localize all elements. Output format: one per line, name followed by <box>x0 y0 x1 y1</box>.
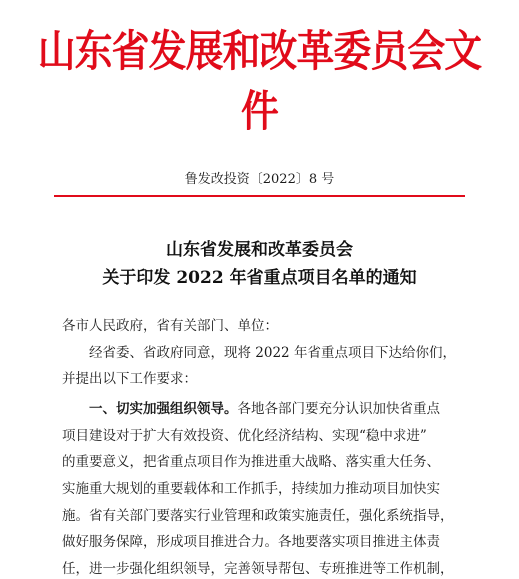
section-1-first-line <box>89 399 440 419</box>
notice-title-line2: 关于印发 2022 年省重点项目名单的通知 <box>102 268 417 288</box>
salutation: 各市人民政府，省有关部门、单位： <box>62 318 278 334</box>
section-1-heading: 一、切实加强组织领导。 <box>89 401 238 417</box>
paragraph-line: 做好服务保障，形成项目推进合力。各地要落实项目推进主体责 <box>62 534 440 550</box>
paragraph-line: 实施重大规划的重要载体和工作抓手，持续加力推动项目加快实 <box>62 481 440 497</box>
paragraph-line: 任，进一步强化组织领导，完善领导帮包、专班推进等工作机制， <box>62 561 454 577</box>
red-divider-line <box>54 195 465 197</box>
paragraph-line: 并提出以下工作要求： <box>62 371 197 387</box>
paragraph-line: 的重要意义，把省重点项目作为推进重大战略、落实重大任务、 <box>62 454 440 470</box>
document-number: 鲁发改投资〔2022〕8 号 <box>184 172 335 187</box>
notice-title-line1: 山东省发展和改革委员会 <box>166 240 353 260</box>
paragraph-line: 施。省有关部门要落实行业管理和政策实施责任，强化系统指导， <box>62 508 454 524</box>
paragraph-line: 经省委、省政府同意，现将 2022 年省重点项目下达给你们， <box>89 345 456 361</box>
masthead-title: 山东省发展和改革委员会文件 <box>37 27 482 137</box>
paragraph-line: 项目建设对于扩大有效投资、优化经济结构、实现“稳中求进” <box>62 428 427 444</box>
paragraph-text: 各地各部门要充分认识加快省重点 <box>237 401 440 417</box>
